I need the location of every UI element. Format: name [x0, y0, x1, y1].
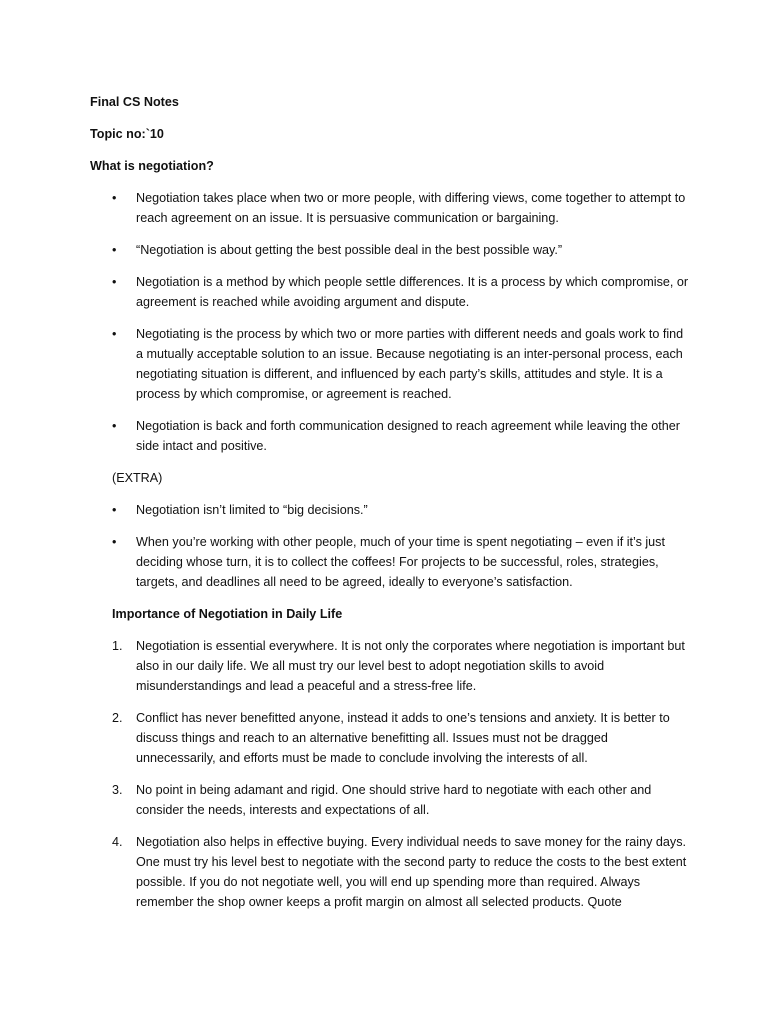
list-item-text: Negotiation is back and forth communication designed to reach agreement while leaving the other side intact and positive. [136, 419, 680, 453]
list-item-text: “Negotiation is about getting the best possible deal in the best possible way.” [136, 243, 563, 257]
bullet-icon: • [112, 535, 117, 549]
list-item [90, 416, 690, 456]
definition-list [90, 188, 690, 456]
extra-label: (EXTRA) [112, 471, 163, 485]
list-item-text: Negotiation isn’t limited to “big decisions.” [136, 503, 368, 517]
list-item [90, 240, 690, 260]
bullet-icon: • [112, 503, 117, 517]
list-item [90, 708, 690, 768]
list-item [90, 780, 690, 820]
list-item [90, 272, 690, 312]
list-item-text: No point in being adamant and rigid. One should strive hard to negotiate with each other and consider the needs, interests and expectations of all. [136, 783, 652, 817]
bullet-icon: • [112, 419, 117, 433]
list-item [90, 188, 690, 228]
importance-heading: Importance of Negotiation in Daily Life [112, 607, 343, 621]
list-item [90, 532, 690, 592]
list-item [90, 636, 690, 696]
list-item-text: Negotiation takes place when two or more people, with differing views, come together to attempt to reach agreement on an issue. It is persuasive communication or bargaining. [136, 191, 686, 225]
list-number: 1. [112, 639, 123, 653]
list-item-text: Negotiating is the process by which two or more parties with different needs and goals work to find a mutually acceptable solution to an issue. Because negotiating is an inter-personal process, each negotiating situation is different, and influenced by each party’s skills, attitudes and style. It is a process by which compromise, or agreement is reached. [136, 327, 684, 401]
importance-list [90, 636, 690, 912]
list-item-text: Negotiation is essential everywhere. It is not only the corporates where negotiation is important but also in our daily life. We all must try our level best to adopt negotiation skills to avoid misunderstandings and lead a peaceful and a stress-free life. [136, 639, 685, 693]
topic-number: Topic no:`10 [90, 127, 164, 141]
list-item-text: Conflict has never benefitted anyone, instead it adds to one’s tensions and anxiety. It is better to discuss things and reach to an alternative benefitting all. Issues must not be dragged unnecessarily, and efforts must be made to conclude involving the interests of all. [136, 711, 670, 765]
extra-list [90, 500, 690, 592]
document-title: Final CS Notes [90, 95, 179, 109]
bullet-icon: • [112, 191, 117, 205]
section-question: What is negotiation? [90, 159, 214, 173]
bullet-icon: • [112, 275, 117, 289]
list-item [90, 324, 690, 404]
list-item [90, 832, 690, 912]
list-item-text: When you’re working with other people, much of your time is spent negotiating – even if it’s just deciding whose turn, it is to collect the coffees! For projects to be successful, roles, strategies, targets, and deadlines all need to be agreed, ideally to everyone’s satisfaction. [136, 535, 665, 589]
list-number: 4. [112, 835, 123, 849]
bullet-icon: • [112, 243, 117, 257]
list-item-text: Negotiation is a method by which people settle differences. It is a process by which compromise, or agreement is reached while avoiding argument and dispute. [136, 275, 689, 309]
list-number: 2. [112, 711, 123, 725]
list-item-text: Negotiation also helps in effective buying. Every individual needs to save money for the rainy days. One must try his level best to negotiate with the second party to reduce the costs to the best extent possible. If you do not negotiate well, you will end up spending more than required. Always remember the shop owner keeps a profit margin on almost all selected products. Quote [136, 835, 687, 909]
list-item [90, 500, 690, 520]
bullet-icon: • [112, 327, 117, 341]
list-number: 3. [112, 783, 123, 797]
document-content [90, 92, 690, 924]
